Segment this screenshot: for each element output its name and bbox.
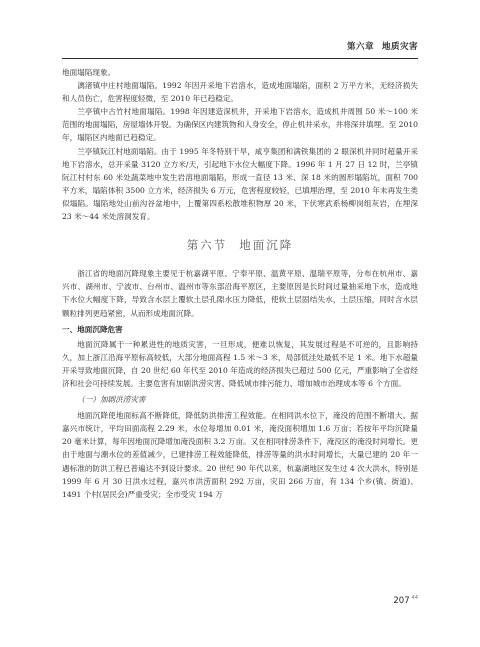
paragraph: 漓渚镇中庄村地面塌陷。1992 年因开采地下岩溶水，造成地面塌陷，面积 2 万平方米，无经济损失和人员伤亡，危害程度轻微，至 2010 年已趋稳定。 <box>62 81 418 104</box>
sub-subsection-heading: （一）加剧洪涝灾害 <box>77 395 146 405</box>
chapter-title: 地质灾害 <box>381 42 418 52</box>
paragraph: 地面沉降属于一种累进性的地质灾害，一旦形成，便难以恢复，其发展过程是不可逆的，且影响持久，加上浙江沿海平原标高较低，大部分地面高程 1.5 米～3 米，局部低洼处最低不足 1 米。地下水超量开采导致地面沉降，自 20 世纪 60 年代至 2010 年造成的经济损失已超过 500 亿元，严重影响了全省经济和社会可持续发展。主要危害有加剧洪涝灾害、降低城市排污能力、增加城市治理成本等 6 个方面。 <box>62 339 418 388</box>
page-mark: 44 <box>411 595 418 601</box>
chapter-number: 第六章 <box>346 42 374 52</box>
section-number: 第六节 <box>186 238 228 253</box>
section-name: 地面沉降 <box>239 238 294 253</box>
chapter-heading <box>339 40 418 52</box>
page-number-value: 207 <box>393 595 410 606</box>
page-body <box>62 66 418 501</box>
paragraph: 地面沉降使地面标高不断降低，降低防洪排涝工程效能。在相同洪水位下，淹没的范围不断增大。据嘉兴市统计，平均田面高程 2.29 米，水位每增加 0.01 米，淹没面积增加 1.6 万亩；若按年平均沉降量 20 毫米计算，每年因地面沉降增加淹没面积 3.2 万亩。又在相同排涝条件下，淹没区的淹没时间增长。更由于地面与潮水位的差值减少，已建排涝工程效能降低，排涝等量的洪水时间增长，大量已建的 20 年一遇标准的防洪工程已普遍达不到设计要求。20 世纪 90 年代以来，杭嘉湖地区发生过 4 次大洪水，特别是 1999 年 6 月 30 日洪水过程，嘉兴市洪涝面积 292 万亩，灾田 266 万亩，有 134 个乡(镇、街道)、1491 个村(居民会)严重受灾；全市受灾 194 万 <box>62 411 418 499</box>
paragraph: 兰亭镇中古竹村地面塌陷。1998 年因建造深机井，开采地下岩溶水，造成机井周围 50 米～100 米范围的地面塌陷，房屋墙体开裂。为确保区内建筑物和人身安全，停止机井采水，井将深井填埋。至 2010 年，塌陷区内地面已趋稳定。 <box>62 107 418 143</box>
paragraph: 兰亭镇阮江村地面塌陷。由于 1995 年冬特别干旱，咸亨集团和满铁集团的 2 眼深机井同时超量开采地下岩溶水，总开采量 3120 立方米/天，引起地下水位大幅度下降。1996 年 1 月 27 日 12 时，兰亭镇阮江村村东 60 米处蔬菜地中发生岩溶地面塌陷，形成一直径 13 米、深 18 米的圆形塌陷坑，面积 700 平方米，塌陷体积 3500 立方米，经济损失 6 万元，危害程度较轻，已填埋治理，至 2010 年未再发生类似塌陷。塌陷地处山前沟谷盆地中，上覆第四系松散堆积物厚 20 米，下伏寒武系杨柳岗组灰岩，在埋深 23 米～44 米处溶洞发育。 <box>62 146 418 222</box>
section-title <box>62 239 418 252</box>
paragraph: 地面塌陷现象。 <box>62 68 116 77</box>
subsection-heading: 一、地面沉降危害 <box>62 324 123 334</box>
running-header <box>62 40 418 59</box>
paragraph: 浙江省的地面沉降现象主要见于杭嘉湖平原、宁奉平原、温黄平原、温瑞平原等，分布在杭州市、嘉兴市、湖州市、宁波市、台州市、温州市等东部沿海平原区，主要原因是长时间过量抽采地下水，造成地下水位大幅度下降，导致含水层上覆软土层孔隙水压力降低，使软土层固结失水，土层压缩，同时含水层颗粒排列更趋紧密，从而形成地面沉降。 <box>62 269 418 318</box>
page-number <box>393 595 418 606</box>
